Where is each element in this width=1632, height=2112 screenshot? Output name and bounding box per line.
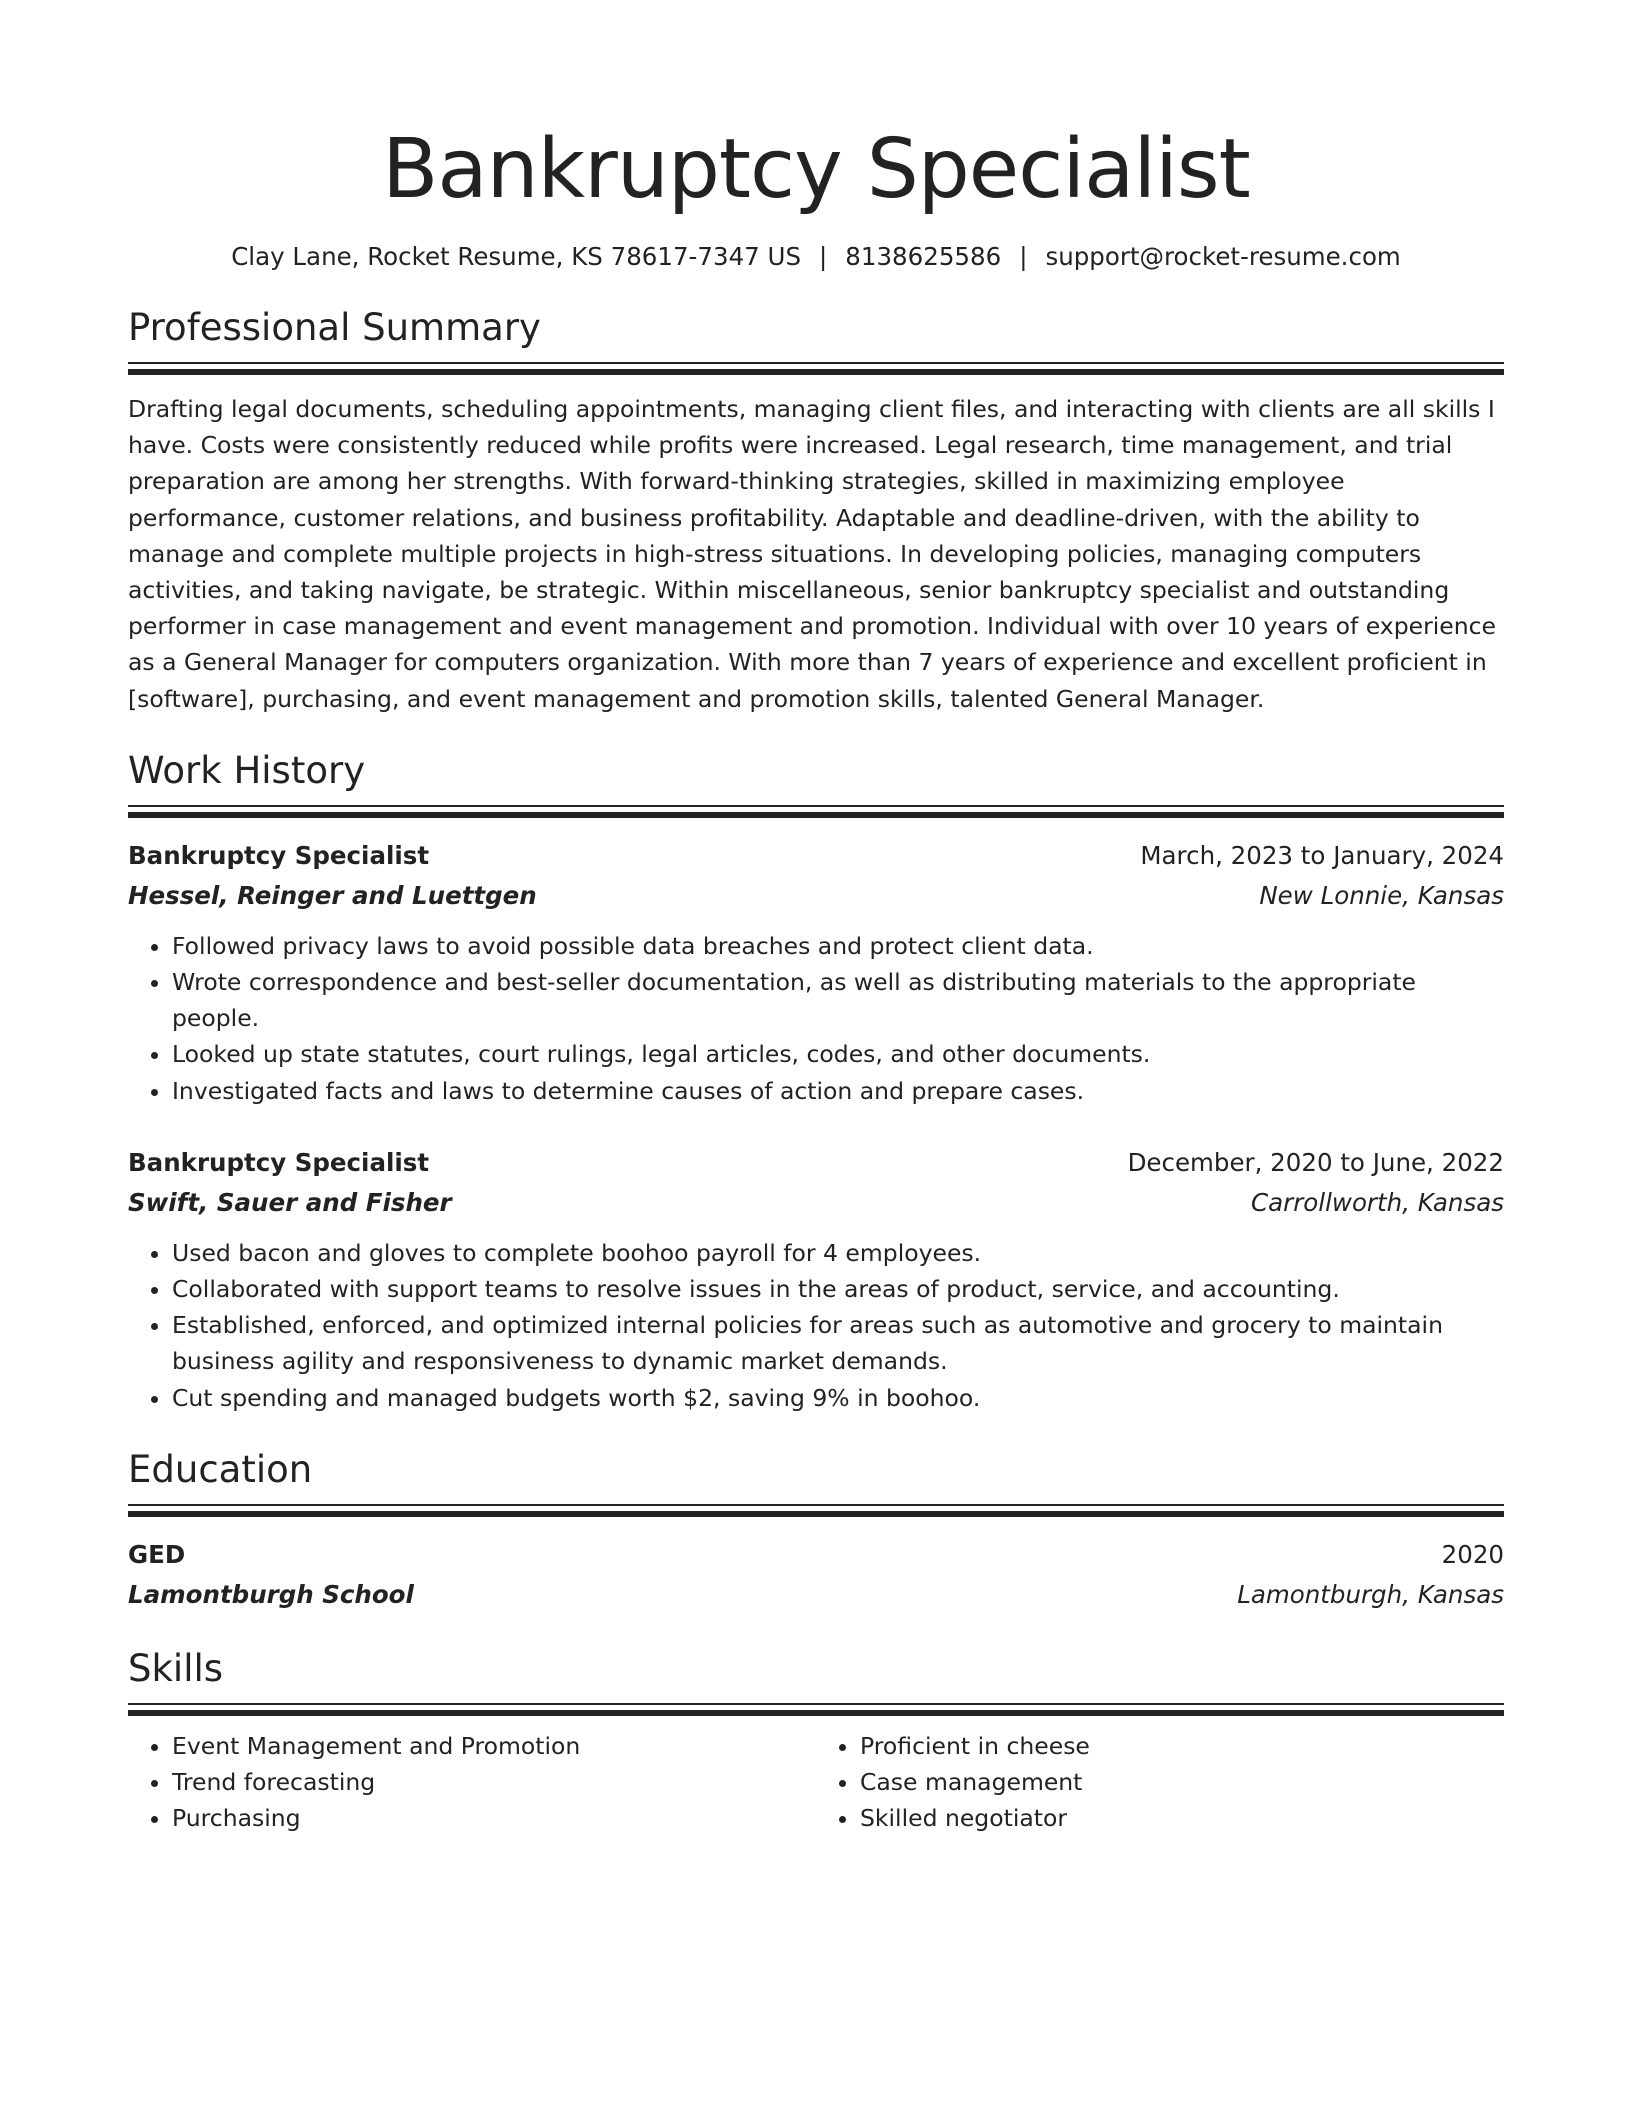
skills-columns: [128, 1728, 1504, 1837]
contact-email: support@rocket-resume.com: [1045, 242, 1401, 271]
job-bullets: [128, 928, 1504, 1109]
skills-list-left: [128, 1728, 816, 1837]
list-item: • Investigated facts and laws to determine causes of action and prepare cases.: [172, 1073, 1504, 1109]
job-company: Swift, Sauer and Fisher: [128, 1187, 452, 1217]
contact-line: [128, 240, 1504, 274]
education-school-row: [128, 1575, 1504, 1615]
job-position: Bankruptcy Specialist: [128, 840, 430, 870]
section-divider: [128, 805, 1504, 807]
skill-item: • Purchasing: [172, 1800, 816, 1836]
list-item: • Followed privacy laws to avoid possible data breaches and protect client data.: [172, 928, 1504, 964]
contact-separator: |: [1019, 242, 1028, 271]
job-position: Bankruptcy Specialist: [128, 1147, 430, 1177]
candidate-name: Bankruptcy Specialist: [382, 122, 1250, 217]
list-item: • Established, enforced, and optimized internal policies for areas such as automotive and grocery to maintain business agility and responsiveness to dynamic market demands.: [172, 1307, 1504, 1379]
job-company-row: [128, 876, 1504, 916]
section-title-skills: Skills: [128, 1646, 224, 1690]
section-divider: [128, 1504, 1504, 1506]
skills-section: [128, 1645, 1504, 1837]
skill-item: • Skilled negotiator: [860, 1800, 1504, 1836]
section-divider-thick: [128, 369, 1504, 375]
section-title-education: Education: [128, 1447, 313, 1491]
skill-item: • Case management: [860, 1764, 1504, 1800]
section-divider-thick: [128, 812, 1504, 818]
section-divider: [128, 362, 1504, 364]
job-location: Carrollworth, Kansas: [1251, 1187, 1504, 1217]
section-divider: [128, 1703, 1504, 1705]
skill-item: • Proficient in cheese: [860, 1728, 1504, 1764]
job-dates: March, 2023 to January, 2024: [1140, 840, 1504, 870]
summary-section: [128, 304, 1504, 717]
summary-text: Drafting legal documents, scheduling appointments, managing client files, and interacting with clients are all skills I have. Costs were consistently reduced while profits were increased. Legal research, time management, and trial preparation are among her strengths. With forward-thinking strategies, skilled in maximizing employee performance, customer relations, and business profitability. Adaptable and deadline-driven, with the ability to manage and complete multiple projects in high-stress situations. In developing policies, managing computers activities, and taking navigate, be strategic. Within miscellaneous, senior bankruptcy specialist and outstanding performer in case management and event management and promotion. Individual with over 10 years of experience as a General Manager for computers organization. With more than 7 years of experience and excellent proficient in [software], purchasing, and event management and promotion skills, talented General Manager.: [128, 395, 1497, 713]
job-company-row: [128, 1183, 1504, 1223]
contact-separator: |: [819, 242, 828, 271]
job-dates: December, 2020 to June, 2022: [1127, 1147, 1504, 1177]
education-entry: [128, 1535, 1504, 1615]
skill-item: • Event Management and Promotion: [172, 1728, 816, 1764]
skills-list-right: [816, 1728, 1504, 1837]
job-bullets: [128, 1235, 1504, 1416]
contact-phone: 8138625586: [845, 242, 1002, 271]
work-history-section: [128, 747, 1504, 1416]
job-entry: [128, 1143, 1504, 1416]
education-header-row: [128, 1535, 1504, 1575]
list-item: • Looked up state statutes, court rulings, legal articles, codes, and other documents.: [172, 1036, 1504, 1072]
section-title-summary: Professional Summary: [128, 306, 541, 349]
job-header-row: [128, 1143, 1504, 1183]
skill-item: • Trend forecasting: [172, 1764, 816, 1800]
list-item: • Collaborated with support teams to resolve issues in the areas of product, service, and accounting.: [172, 1271, 1504, 1307]
job-location: New Lonnie, Kansas: [1259, 880, 1504, 910]
list-item: • Used bacon and gloves to complete boohoo payroll for 4 employees.: [172, 1235, 1504, 1271]
contact-address: Clay Lane, Rocket Resume, KS 78617-7347 US: [231, 242, 802, 271]
job-entry: [128, 836, 1504, 1109]
section-divider-thick: [128, 1710, 1504, 1716]
list-item: • Wrote correspondence and best-seller documentation, as well as distributing materials to the appropriate people.: [172, 964, 1504, 1036]
section-title-work-history: Work History: [128, 748, 366, 792]
education-section: [128, 1446, 1504, 1615]
education-degree: GED: [128, 1539, 186, 1569]
job-header-row: [128, 836, 1504, 876]
education-location: Lamontburgh, Kansas: [1237, 1579, 1504, 1609]
section-divider-thick: [128, 1511, 1504, 1517]
job-company: Hessel, Reinger and Luettgen: [128, 880, 537, 910]
resume-page: [128, 0, 1504, 1836]
education-school: Lamontburgh School: [128, 1579, 414, 1609]
list-item: • Cut spending and managed budgets worth $2, saving 9% in boohoo.: [172, 1380, 1504, 1416]
education-year: 2020: [1441, 1539, 1504, 1569]
